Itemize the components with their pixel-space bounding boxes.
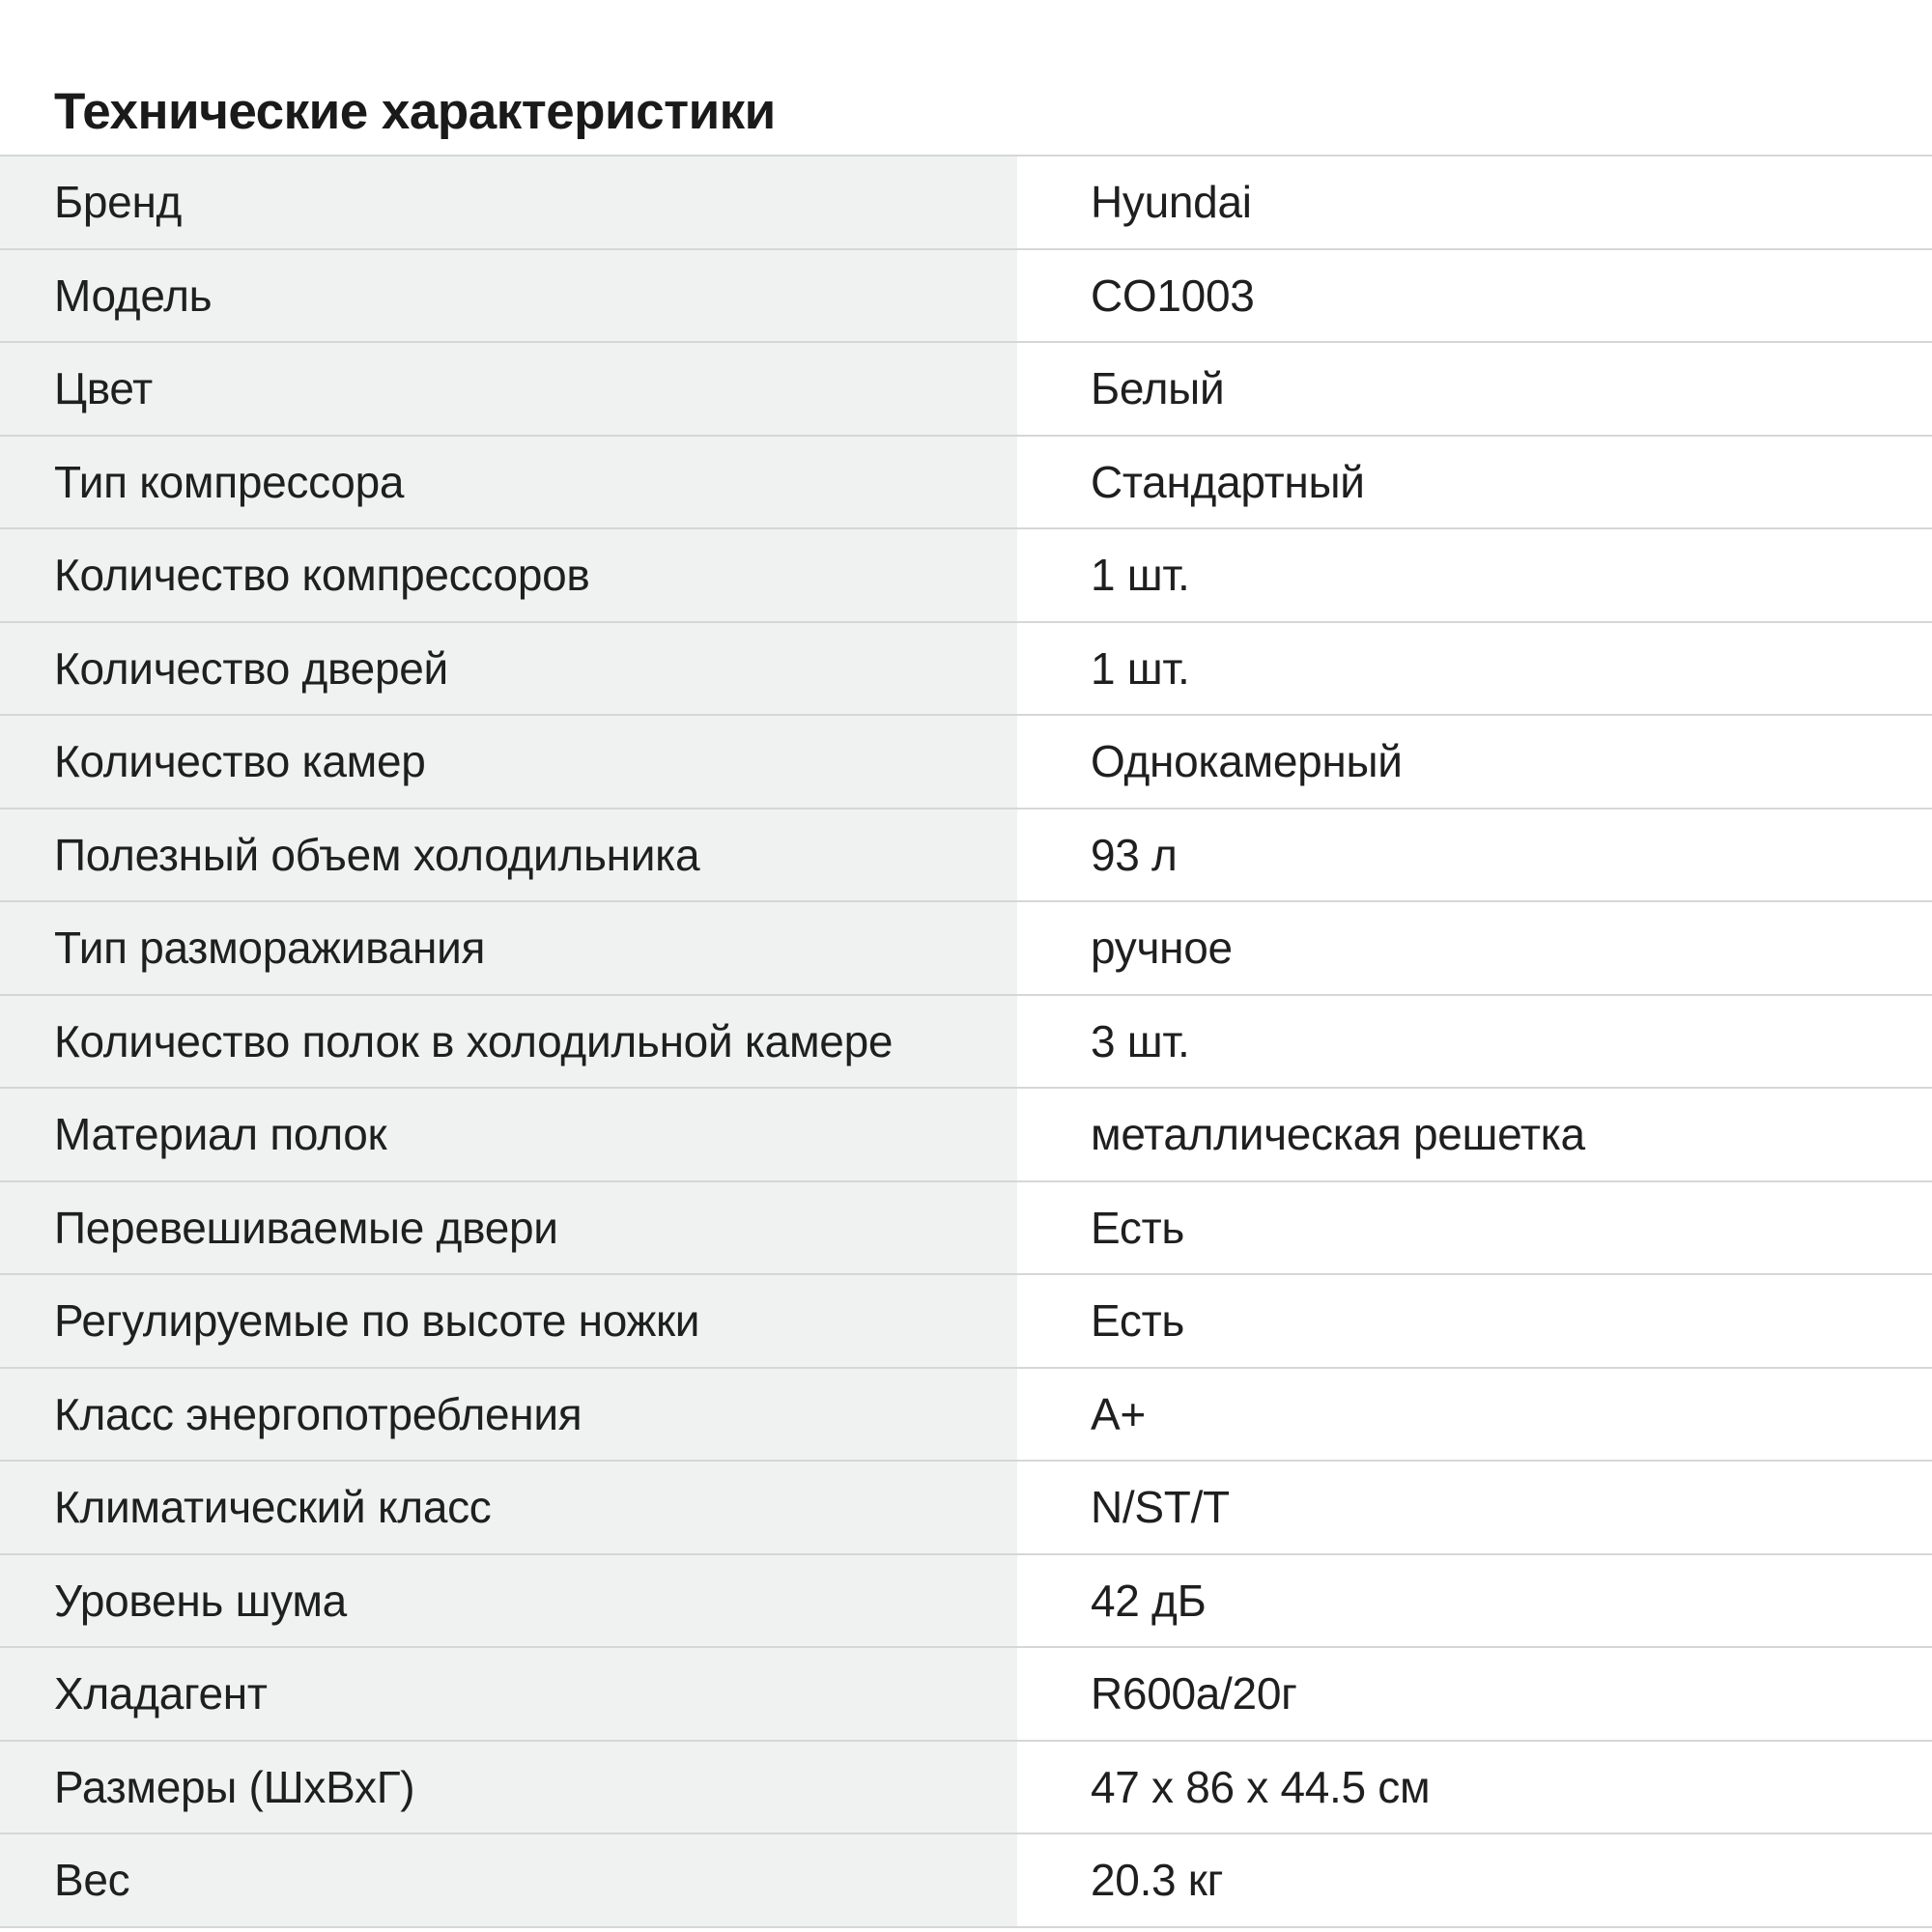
spec-row — [0, 623, 1932, 717]
spec-row — [0, 529, 1932, 623]
spec-row — [0, 1275, 1932, 1369]
spec-label: Цвет — [0, 343, 1017, 435]
spec-label: Вес — [0, 1834, 1017, 1926]
spec-table — [0, 155, 1932, 1928]
spec-value: металлическая решетка — [1017, 1089, 1932, 1180]
spec-value: 1 шт. — [1017, 623, 1932, 715]
spec-row — [0, 1089, 1932, 1182]
spec-value: Стандартный — [1017, 437, 1932, 528]
spec-row — [0, 156, 1932, 250]
spec-row — [0, 250, 1932, 344]
spec-row — [0, 902, 1932, 996]
spec-label: Бренд — [0, 156, 1017, 248]
spec-value: ручное — [1017, 902, 1932, 994]
spec-value: Однокамерный — [1017, 716, 1932, 808]
spec-label: Тип размораживания — [0, 902, 1017, 994]
spec-row — [0, 716, 1932, 810]
spec-row — [0, 1369, 1932, 1463]
spec-row — [0, 437, 1932, 530]
spec-row — [0, 996, 1932, 1090]
spec-label: Количество камер — [0, 716, 1017, 808]
spec-value: A+ — [1017, 1369, 1932, 1461]
spec-label: Регулируемые по высоте ножки — [0, 1275, 1017, 1367]
spec-label: Количество дверей — [0, 623, 1017, 715]
spec-value: Hyundai — [1017, 156, 1932, 248]
spec-label: Класс энергопотребления — [0, 1369, 1017, 1461]
page-title: Технические характеристики — [54, 82, 776, 140]
spec-label: Хладагент — [0, 1648, 1017, 1740]
spec-label: Количество компрессоров — [0, 529, 1017, 621]
spec-row — [0, 810, 1932, 903]
spec-value: CO1003 — [1017, 250, 1932, 342]
spec-label: Полезный объем холодильника — [0, 810, 1017, 901]
spec-value: 20.3 кг — [1017, 1834, 1932, 1926]
spec-label: Количество полок в холодильной камере — [0, 996, 1017, 1088]
spec-value: 3 шт. — [1017, 996, 1932, 1088]
spec-label: Перевешиваемые двери — [0, 1182, 1017, 1274]
spec-label: Модель — [0, 250, 1017, 342]
spec-row — [0, 1555, 1932, 1649]
spec-value: N/ST/T — [1017, 1462, 1932, 1553]
spec-label: Материал полок — [0, 1089, 1017, 1180]
spec-label: Тип компрессора — [0, 437, 1017, 528]
spec-row — [0, 1742, 1932, 1835]
spec-value: 42 дБ — [1017, 1555, 1932, 1647]
spec-row — [0, 1648, 1932, 1742]
spec-row — [0, 1462, 1932, 1555]
spec-label: Уровень шума — [0, 1555, 1017, 1647]
spec-value: 93 л — [1017, 810, 1932, 901]
spec-row — [0, 1834, 1932, 1928]
spec-label: Климатический класс — [0, 1462, 1017, 1553]
spec-value: R600a/20г — [1017, 1648, 1932, 1740]
spec-value: Белый — [1017, 343, 1932, 435]
spec-row — [0, 1182, 1932, 1276]
spec-value: 1 шт. — [1017, 529, 1932, 621]
spec-value: 47 x 86 x 44.5 см — [1017, 1742, 1932, 1833]
spec-label: Размеры (ШхВхГ) — [0, 1742, 1017, 1833]
spec-value: Есть — [1017, 1182, 1932, 1274]
spec-row — [0, 343, 1932, 437]
spec-value: Есть — [1017, 1275, 1932, 1367]
